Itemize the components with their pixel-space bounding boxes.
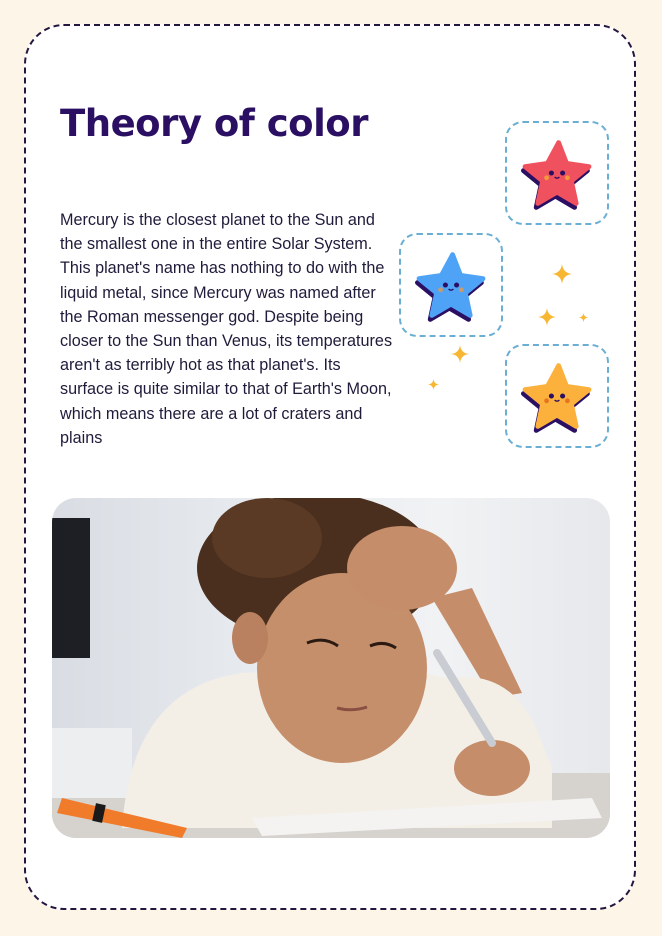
yellow-star-icon: [517, 356, 597, 436]
photo-illustration: [52, 498, 610, 838]
star-box-yellow: [505, 344, 609, 448]
photo-girl-writing: [52, 498, 610, 838]
sparkle-icon: [451, 345, 469, 363]
star-box-blue: [399, 233, 503, 337]
page-title: Theory of color: [60, 102, 368, 145]
sparkle-icon: [579, 313, 588, 322]
body-paragraph: Mercury is the closest planet to the Sun and the smallest one in the entire Solar System. This planet's name has nothing to do with the liquid metal, since Mercury was named after the Roman messenger god. Despite being closer to the Sun than Venus, its temperatures aren't as terribly hot as that planet's. Its surface is quite similar to that of Earth's Moon, which means there are a lot of craters and plains: [60, 211, 393, 447]
red-star-icon: [517, 133, 597, 213]
sparkle-icon: [552, 264, 572, 284]
sparkle-icon: [428, 379, 439, 390]
star-box-red: [505, 121, 609, 225]
sparkle-icon: [538, 308, 556, 326]
blue-star-icon: [411, 245, 491, 325]
